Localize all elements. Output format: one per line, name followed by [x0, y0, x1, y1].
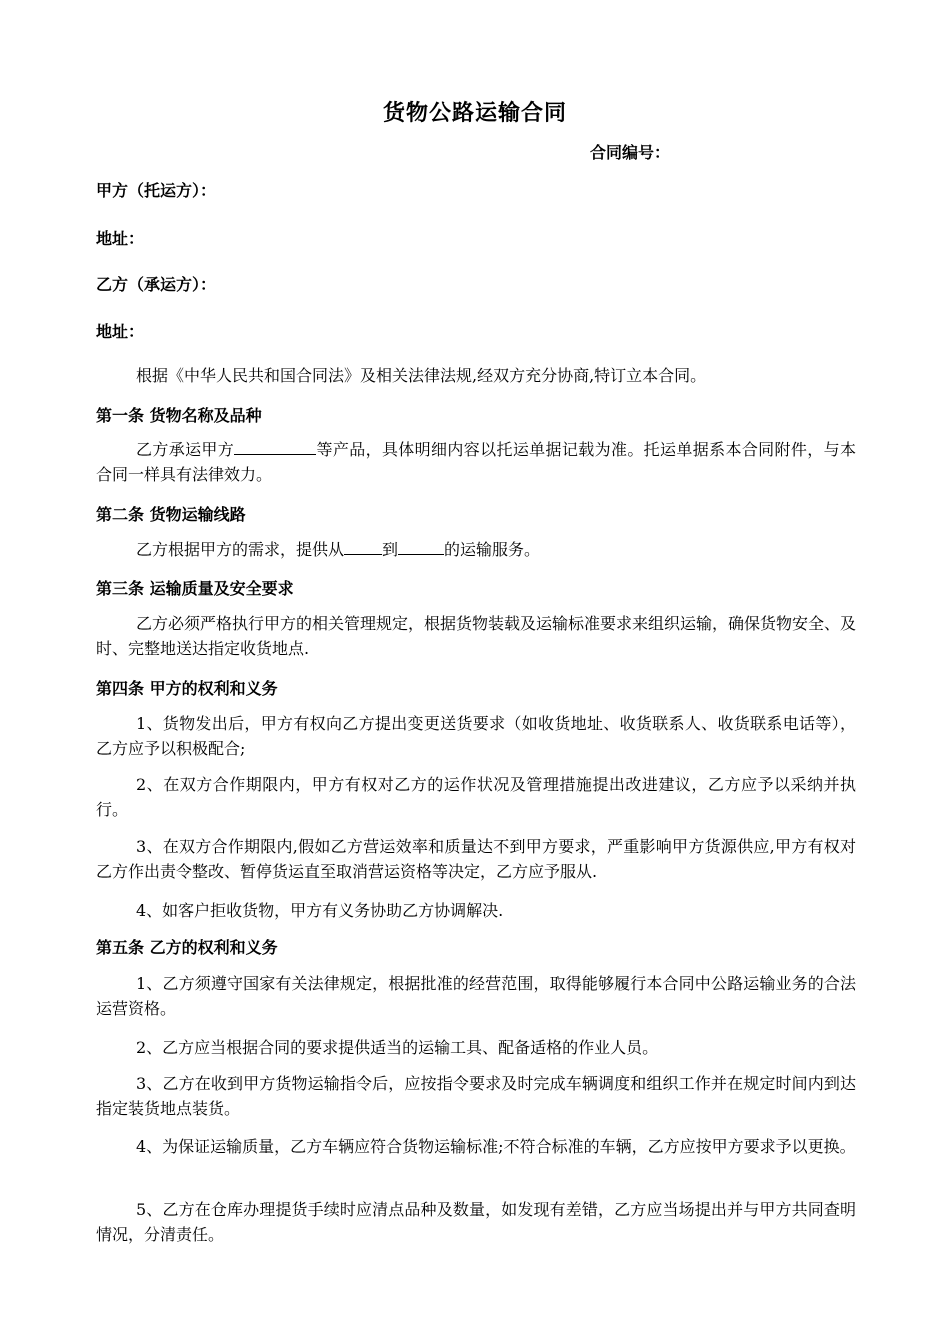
article-5-item-5: 5、乙方在仓库办理提货手续时应清点品种及数量，如发现有差错，乙方应当场提出并与甲方共同查明情况，分清责任。: [96, 1200, 856, 1244]
article-4-heading: 第四条 甲方的权利和义务: [96, 679, 278, 698]
article-4-item-1: 1、货物发出后，甲方有权向乙方提出变更送货要求（如收货地址、收货联系人、收货联系电话等），乙方应予以积极配合;: [96, 714, 856, 758]
document-title: 货物公路运输合同: [382, 101, 567, 126]
article-5-item-4: 4、为保证运输质量，乙方车辆应符合货物运输标准;不符合标准的车辆，乙方应按甲方要求予以更换。: [136, 1137, 856, 1156]
article-1-text-before: 乙方承运甲方: [136, 440, 235, 459]
article-5-heading: 第五条 乙方的权利和义务: [96, 938, 278, 957]
article-4-item-4: 4、如客户拒收货物，甲方有义务协助乙方协调解决.: [136, 901, 504, 920]
route-from-blank: [344, 539, 382, 555]
article-2-text-b: 到: [382, 540, 399, 559]
article-2-text-c: 的运输服务。: [444, 540, 541, 559]
party-b-label: 乙方（承运方）：: [96, 275, 217, 294]
article-3-text: 乙方必须严格执行甲方的相关管理规定，根据货物装载及运输标准要求来组织运输，确保货物安全、及时、完整地送达指定收货地点.: [96, 614, 857, 658]
article-2-text-a: 乙方根据甲方的需求，提供从: [136, 540, 345, 559]
party-a-address-label: 地址：: [96, 229, 145, 248]
intro-paragraph: 根据《中华人民共和国合同法》及相关法律法规,经双方充分协商,特订立本合同。: [136, 366, 707, 385]
article-5-item-3: 3、乙方在收到甲方货物运输指令后，应按指令要求及时完成车辆调度和组织工作并在规定时间内到达指定装货地点装货。: [96, 1074, 856, 1118]
article-2-text: [96, 537, 856, 562]
article-5-item-2: 2、乙方应当根据合同的要求提供适当的运输工具、配备适格的作业人员。: [136, 1038, 659, 1057]
party-a-label: 甲方（托运方）：: [96, 181, 217, 200]
party-b-address-label: 地址：: [96, 322, 145, 341]
goods-name-blank: [234, 439, 316, 455]
article-4-item-3: 3、在双方合作期限内,假如乙方营运效率和质量达不到甲方要求，严重影响甲方货源供应,甲方有权对乙方作出责令整改、暂停货运直至取消营运资格等决定，乙方应予服从.: [96, 837, 856, 881]
contract-number-label: 合同编号：: [590, 143, 671, 162]
article-1-heading: 第一条 货物名称及品种: [96, 406, 262, 425]
article-1-text-after: 等产品，具体明细内容以托运单据记载为准。托运单据系本合同附件，与本合同一样具有法律效力。: [96, 440, 856, 484]
article-1-text: [96, 437, 856, 487]
route-to-blank: [398, 539, 444, 555]
article-5-item-1: 1、乙方须遵守国家有关法律规定，根据批准的经营范围，取得能够履行本合同中公路运输业务的合法运营资格。: [96, 974, 856, 1018]
article-3-heading: 第三条 运输质量及安全要求: [96, 579, 294, 598]
article-4-item-2: 2、在双方合作期限内，甲方有权对乙方的运作状况及管理措施提出改进建议，乙方应予以采纳并执行。: [96, 775, 856, 819]
article-2-heading: 第二条 货物运输线路: [96, 505, 246, 524]
